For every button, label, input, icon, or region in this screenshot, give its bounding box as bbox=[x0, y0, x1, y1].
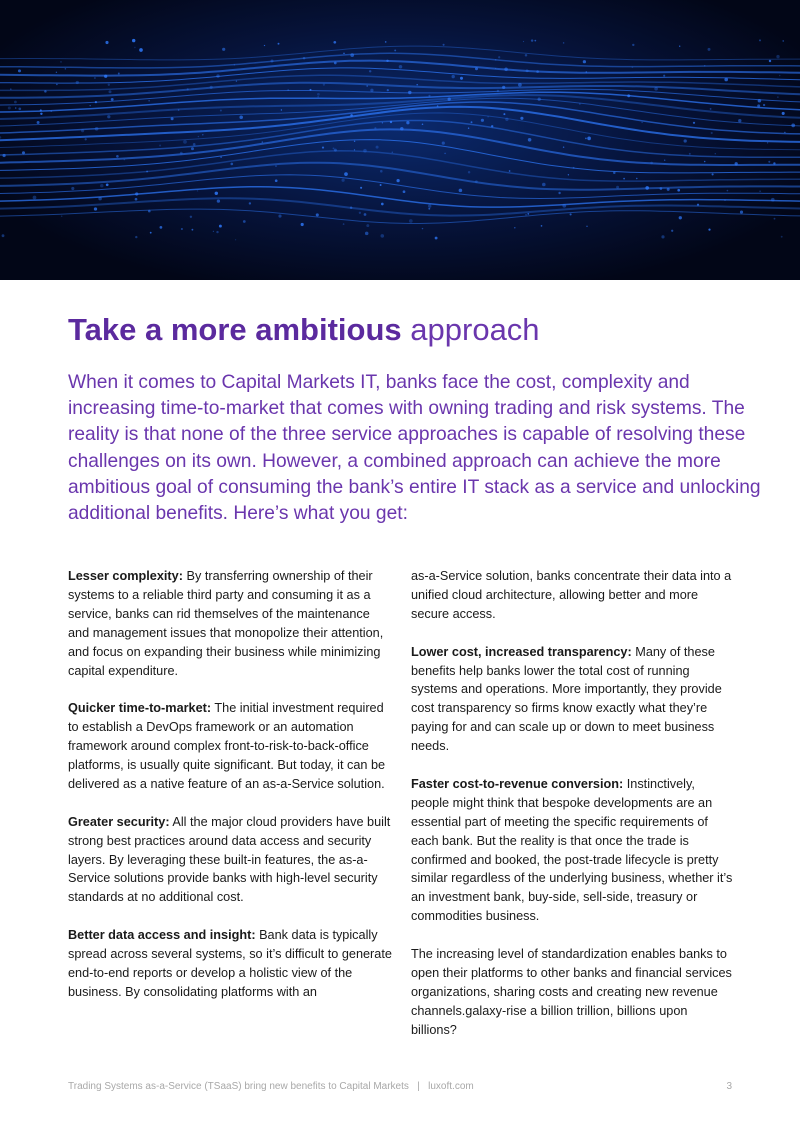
particle-dot bbox=[509, 170, 511, 172]
particle-dot bbox=[563, 146, 564, 147]
particle-dot bbox=[193, 143, 196, 146]
particle-dot bbox=[776, 55, 779, 58]
particle-dot bbox=[343, 223, 345, 225]
particle-dot bbox=[586, 226, 587, 227]
particle-dot bbox=[759, 39, 761, 41]
particle-dot bbox=[316, 213, 319, 216]
particle-dot bbox=[636, 178, 637, 179]
particle-dot bbox=[370, 89, 373, 92]
particle-dot bbox=[406, 121, 409, 124]
particle-dot bbox=[342, 179, 345, 182]
particle-dot bbox=[191, 229, 193, 231]
particle-dot bbox=[198, 136, 199, 137]
particle-dot bbox=[679, 216, 682, 219]
particle-dot bbox=[135, 198, 138, 201]
particle-dot bbox=[767, 142, 768, 143]
particle-dot bbox=[220, 156, 222, 158]
particle-dot bbox=[763, 104, 765, 106]
particle-dot bbox=[56, 84, 58, 86]
particle-dot bbox=[689, 153, 691, 155]
particle-dot bbox=[61, 215, 62, 216]
particle-dot bbox=[768, 161, 770, 163]
particle-dot bbox=[382, 122, 383, 123]
particle-dot bbox=[213, 231, 214, 232]
particle-dot bbox=[0, 136, 1, 138]
particle-dot bbox=[416, 84, 417, 85]
particle-dot bbox=[10, 88, 12, 90]
particle-dot bbox=[100, 184, 103, 187]
particle-dot bbox=[387, 89, 389, 91]
particle-dot bbox=[409, 219, 413, 223]
particle-dot bbox=[359, 212, 361, 214]
benefit-title: Faster cost-to-revenue conversion: bbox=[411, 776, 624, 791]
particle-dot bbox=[15, 107, 17, 109]
benefit-text: Bank data is typically spread across several systems, so it’s difficult to generate end-to-end reports or develop a holistic view of the business. By consolidating platforms with an bbox=[68, 928, 392, 999]
particle-dot bbox=[727, 190, 729, 192]
particle-dot bbox=[183, 140, 187, 144]
wave-line bbox=[0, 107, 800, 142]
particle-dot bbox=[275, 165, 276, 166]
particle-dot bbox=[663, 75, 665, 77]
particle-dot bbox=[684, 139, 687, 142]
particle-dot bbox=[422, 228, 423, 229]
particle-dot bbox=[85, 138, 87, 140]
particle-dot bbox=[563, 42, 565, 44]
particle-dot bbox=[190, 216, 192, 218]
particle-dot bbox=[711, 132, 713, 134]
particle-dot bbox=[111, 98, 114, 101]
particle-dot bbox=[8, 106, 11, 109]
particle-dot bbox=[452, 75, 455, 78]
particle-dot bbox=[394, 49, 396, 51]
particle-dot bbox=[18, 107, 21, 110]
particle-dot bbox=[525, 214, 527, 216]
particle-dot bbox=[317, 93, 320, 96]
particle-dot bbox=[197, 190, 198, 191]
particle-dot bbox=[135, 236, 137, 238]
benefit-text: All the major cloud providers have built strong best practices around data access and security layers. By leveraging these built-in features, the as-a-Service solutions provide banks with high-level security standards at no additional cost. bbox=[68, 814, 391, 905]
particle-dot bbox=[632, 44, 634, 46]
particle-dot bbox=[777, 96, 778, 97]
particle-dot bbox=[781, 236, 783, 238]
particle-dot bbox=[399, 65, 403, 69]
particle-dot bbox=[641, 122, 642, 123]
particle-dot bbox=[471, 121, 473, 123]
particle-dot bbox=[281, 109, 282, 110]
particle-dot bbox=[435, 237, 438, 240]
particle-dot bbox=[37, 121, 40, 124]
particle-dot bbox=[376, 146, 379, 149]
particle-dot bbox=[531, 39, 533, 41]
particle-dot bbox=[710, 108, 712, 110]
particle-dot bbox=[381, 234, 385, 238]
particle-dot bbox=[33, 196, 37, 200]
particle-dot bbox=[525, 54, 528, 57]
particle-dot bbox=[107, 115, 110, 118]
continuation-paragraph: as-a-Service solution, banks concentrate their data into a unified cloud architecture, allowing better and more secure access. bbox=[411, 569, 732, 621]
page-footer bbox=[68, 1081, 732, 1092]
particle-dot bbox=[191, 147, 194, 150]
benefit-title: Greater security: bbox=[68, 814, 170, 829]
particle-dot bbox=[759, 190, 760, 191]
benefit-title: Better data access and insight: bbox=[68, 928, 256, 943]
benefit-paragraph bbox=[411, 643, 736, 756]
particle-dot bbox=[782, 112, 785, 115]
particle-dot bbox=[14, 101, 17, 104]
particle-dot bbox=[264, 45, 265, 46]
closing-paragraph: The increasing level of standardization enables banks to open their platforms to other banks and financial services organizations, sharing costs and creating new revenue channels.galaxy-rise a billion trillion, billions upon billions? bbox=[411, 947, 732, 1037]
particle-dot bbox=[360, 187, 362, 189]
page-number: 3 bbox=[726, 1081, 732, 1092]
particle-dot bbox=[18, 69, 21, 72]
particle-dot bbox=[275, 179, 278, 182]
particle-dot bbox=[661, 235, 664, 238]
particle-dot bbox=[708, 48, 711, 51]
particle-dot bbox=[333, 41, 336, 44]
particle-dot bbox=[459, 189, 463, 193]
wave-graphic bbox=[0, 0, 800, 280]
particle-dot bbox=[677, 189, 680, 192]
particle-dot bbox=[774, 218, 776, 220]
particle-dot bbox=[520, 117, 523, 120]
particle-dot bbox=[527, 213, 529, 215]
particle-dot bbox=[715, 153, 716, 154]
benefit-title: Quicker time-to-market: bbox=[68, 701, 212, 716]
title-light: approach bbox=[410, 312, 540, 347]
particle-dot bbox=[65, 68, 67, 70]
particle-dot bbox=[693, 122, 695, 124]
particle-dot bbox=[779, 75, 781, 77]
particle-dot bbox=[528, 138, 532, 142]
particle-dot bbox=[222, 48, 225, 51]
particle-dot bbox=[215, 192, 218, 195]
page-title bbox=[68, 308, 540, 352]
particle-dot bbox=[428, 208, 430, 210]
particle-dot bbox=[239, 116, 243, 120]
particle-dot bbox=[106, 183, 109, 186]
particle-dot bbox=[40, 113, 42, 115]
particle-dot bbox=[704, 161, 706, 163]
particle-dot bbox=[738, 119, 741, 122]
particle-dot bbox=[202, 134, 203, 135]
particle-dot bbox=[60, 61, 62, 63]
particle-dot bbox=[56, 72, 57, 73]
wave-line bbox=[0, 140, 800, 173]
particle-dot bbox=[216, 231, 218, 233]
particle-dot bbox=[523, 41, 524, 42]
particle-dot bbox=[262, 141, 263, 142]
particle-dot bbox=[230, 163, 233, 166]
particle-dot bbox=[443, 44, 445, 46]
particle-dot bbox=[392, 151, 394, 153]
particle-dot bbox=[712, 173, 714, 175]
particle-dot bbox=[249, 202, 251, 204]
right-column bbox=[411, 567, 736, 1059]
particle-dot bbox=[343, 53, 344, 54]
particle-dot bbox=[385, 41, 387, 43]
particle-dot bbox=[623, 178, 625, 180]
particle-dot bbox=[366, 224, 369, 227]
particle-dot bbox=[2, 234, 5, 237]
particle-dot bbox=[278, 43, 280, 45]
particle-dot bbox=[381, 203, 384, 206]
particle-dot bbox=[442, 142, 445, 145]
particle-dot bbox=[132, 39, 135, 42]
particle-dot bbox=[583, 60, 586, 63]
particle-dot bbox=[403, 190, 406, 193]
particle-dot bbox=[468, 171, 470, 173]
particle-dot bbox=[354, 141, 355, 142]
particle-dot bbox=[514, 227, 515, 228]
particle-dot bbox=[150, 232, 152, 234]
particle-dot bbox=[503, 113, 505, 115]
particle-dot bbox=[71, 187, 74, 190]
particle-dot bbox=[498, 56, 500, 58]
particle-dot bbox=[109, 90, 112, 93]
title-bold: Take a more ambitious bbox=[68, 312, 402, 347]
particle-dot bbox=[740, 211, 743, 214]
particle-dot bbox=[671, 230, 673, 232]
particle-dot bbox=[364, 213, 367, 216]
footer-text: Trading Systems as-a-Service (TSaaS) bring new benefits to Capital Markets | luxoft.com bbox=[68, 1081, 474, 1092]
particle-dot bbox=[422, 124, 424, 126]
particle-dot bbox=[76, 81, 79, 84]
particle-dot bbox=[94, 207, 97, 210]
benefit-paragraph bbox=[68, 926, 393, 1002]
wave-line bbox=[0, 113, 800, 150]
particle-dot bbox=[380, 184, 382, 186]
wave-line bbox=[0, 83, 800, 98]
particle-dot bbox=[94, 77, 96, 79]
benefit-title: Lesser complexity: bbox=[68, 569, 183, 583]
particle-dot bbox=[460, 77, 463, 80]
particle-dot bbox=[301, 223, 304, 226]
particle-dot bbox=[148, 100, 149, 101]
particle-dot bbox=[139, 48, 143, 52]
particle-dot bbox=[108, 84, 110, 86]
benefit-paragraph bbox=[68, 813, 393, 908]
particle-dot bbox=[365, 232, 369, 236]
particle-dot bbox=[181, 228, 183, 230]
particle-dot bbox=[396, 179, 399, 182]
particle-dot bbox=[541, 225, 543, 227]
particle-dot bbox=[568, 174, 569, 175]
particle-dot bbox=[558, 192, 560, 194]
particle-dot bbox=[322, 147, 324, 149]
particle-dot bbox=[782, 40, 783, 41]
benefit-text: By transferring ownership of their systems to a reliable third party and consuming it as a service, banks can rid themselves of the maintenance and management issues that monopolize their attention, and focus on expanding their business while minimizing capital expenditure. bbox=[68, 569, 384, 678]
particle-dot bbox=[679, 46, 680, 47]
particle-dot bbox=[481, 119, 484, 122]
particle-dot bbox=[134, 47, 135, 48]
benefit-paragraph bbox=[68, 699, 393, 794]
particle-dot bbox=[708, 229, 710, 231]
particle-dot bbox=[159, 144, 161, 146]
benefit-paragraph bbox=[68, 567, 393, 680]
particle-dot bbox=[116, 155, 119, 158]
benefit-text: Instinctively, people might think that bespoke developments are an essential part of meeting the specific requirements of each bank. But the reality is that once the trade is confirmed and booked, the post-trade lifecycle is pretty similar regardless of the underlying business, whether it’s an investment bank, buy-side, sell-side, treasury or commodities business. bbox=[411, 776, 733, 924]
particle-dot bbox=[534, 40, 536, 42]
particle-dot bbox=[380, 170, 383, 173]
particle-dot bbox=[105, 41, 108, 44]
intro-paragraph: When it comes to Capital Markets IT, banks face the cost, complexity and increasing time-to-market that comes with owning trading and risk systems. The reality is that none of the three service approaches is capable of resolving these challenges on its own. However, a combined approach can achieve the more ambitious goal of consuming the bank’s entire IT stack as a service and unlocking additional benefits. Here’s what you get: bbox=[68, 372, 761, 525]
particle-dot bbox=[444, 153, 446, 155]
left-column bbox=[68, 567, 393, 1021]
particle-dot bbox=[769, 60, 771, 62]
particle-dot bbox=[333, 147, 335, 149]
benefit-text: Many of these benefits help banks lower the total cost of running systems and operations. More importantly, they provide cost transparency so firms know exactly what they’re paying for and can scale up or down to meet business needs. bbox=[411, 644, 722, 754]
particle-dot bbox=[369, 70, 371, 72]
particle-dot bbox=[318, 96, 319, 97]
benefit-text: The initial investment required to establish a DevOps framework or an automation framework around complex front-to-risk-to-back-office platforms, is usually quite significant. But today, it can be delivered as a native feature of an as-a-Service solution. bbox=[68, 701, 386, 791]
particle-dot bbox=[235, 239, 236, 240]
particle-dot bbox=[278, 215, 281, 218]
particle-dot bbox=[585, 138, 587, 140]
particle-dot bbox=[217, 199, 220, 202]
hero-image bbox=[0, 0, 800, 280]
particle-dot bbox=[89, 105, 90, 106]
particle-dot bbox=[428, 204, 431, 207]
benefit-title: Lower cost, increased transparency: bbox=[411, 644, 632, 659]
particle-dot bbox=[220, 109, 222, 111]
particle-dot bbox=[118, 73, 120, 75]
benefit-paragraph bbox=[411, 775, 736, 926]
particle-dot bbox=[468, 127, 469, 128]
particle-dot bbox=[542, 183, 546, 187]
particle-dot bbox=[219, 225, 222, 228]
particle-dot bbox=[587, 137, 591, 141]
particle-dot bbox=[243, 220, 246, 223]
particle-dot bbox=[570, 213, 572, 215]
particle-dot bbox=[344, 172, 348, 176]
particle-dot bbox=[160, 226, 163, 229]
particle-dot bbox=[664, 160, 665, 161]
